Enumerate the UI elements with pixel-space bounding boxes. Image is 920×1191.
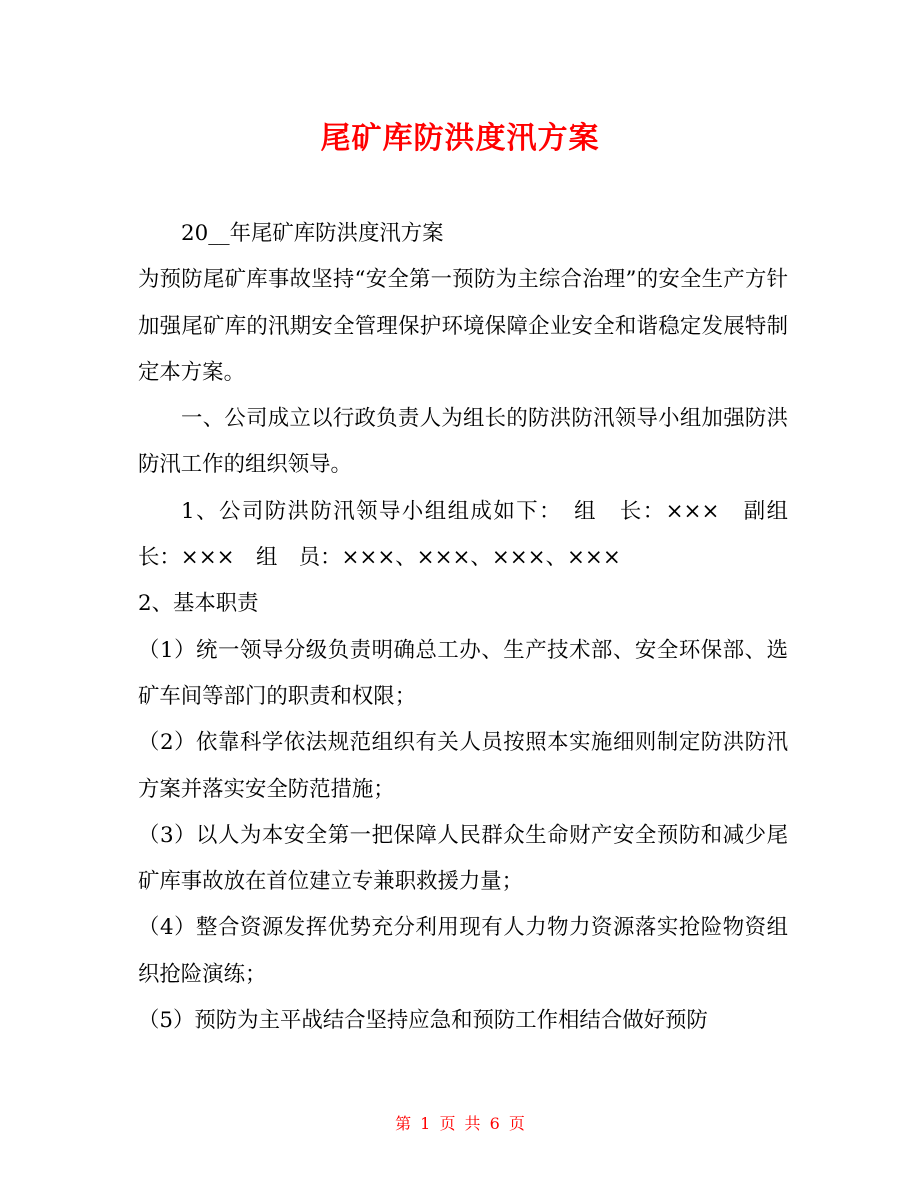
- paragraph-duty-1: （1）统一领导分级负责明确总工办、生产技术部、安全环保部、选矿车间等部门的职责和权限；: [138, 637, 788, 709]
- document-title: 尾矿库防洪度汛方案: [320, 121, 600, 156]
- paragraph-duty-3: （3）以人为本安全第一把保障人民群众生命财产安全预防和减少尾矿库事故放在首位建立专兼职救援力量；: [138, 822, 788, 895]
- paragraph-heading-year: 20__年尾矿库防洪度汛方案: [181, 221, 444, 246]
- paragraph-intro: 为预防尾矿库事故坚持“安全第一预防为主综合治理”的安全生产方针加强尾矿库的汛期安全管理保护环境保障企业安全和谐稳定发展特制定本方案。: [138, 267, 788, 385]
- paragraph-duty-5: （5）预防为主平战结合坚持应急和预防工作相结合做好预防: [138, 1008, 708, 1034]
- paragraph-duty-2: （2）依靠科学依法规范组织有关人员按照本实施细则制定防洪防汛方案并落实安全防范措施；: [138, 730, 788, 802]
- document-body: [138, 211, 788, 1044]
- paragraph-duty-4: （4）整合资源发挥优势充分利用现有人力物力资源落实抢险物资组织抢险演练；: [138, 915, 788, 987]
- paragraph-basic-duties: 2、基本职责: [138, 591, 259, 617]
- page-number-footer: 第 1 页 共 6 页: [395, 1114, 525, 1133]
- paragraph-group-members: 1、公司防洪防汛领导小组组成如下： 组 长：××× 副组长：××× 组 员：×××、×××、×××、×××: [138, 498, 788, 571]
- paragraph-section-one: 一、公司成立以行政负责人为组长的防洪防汛领导小组加强防洪防汛工作的组织领导。: [138, 406, 788, 478]
